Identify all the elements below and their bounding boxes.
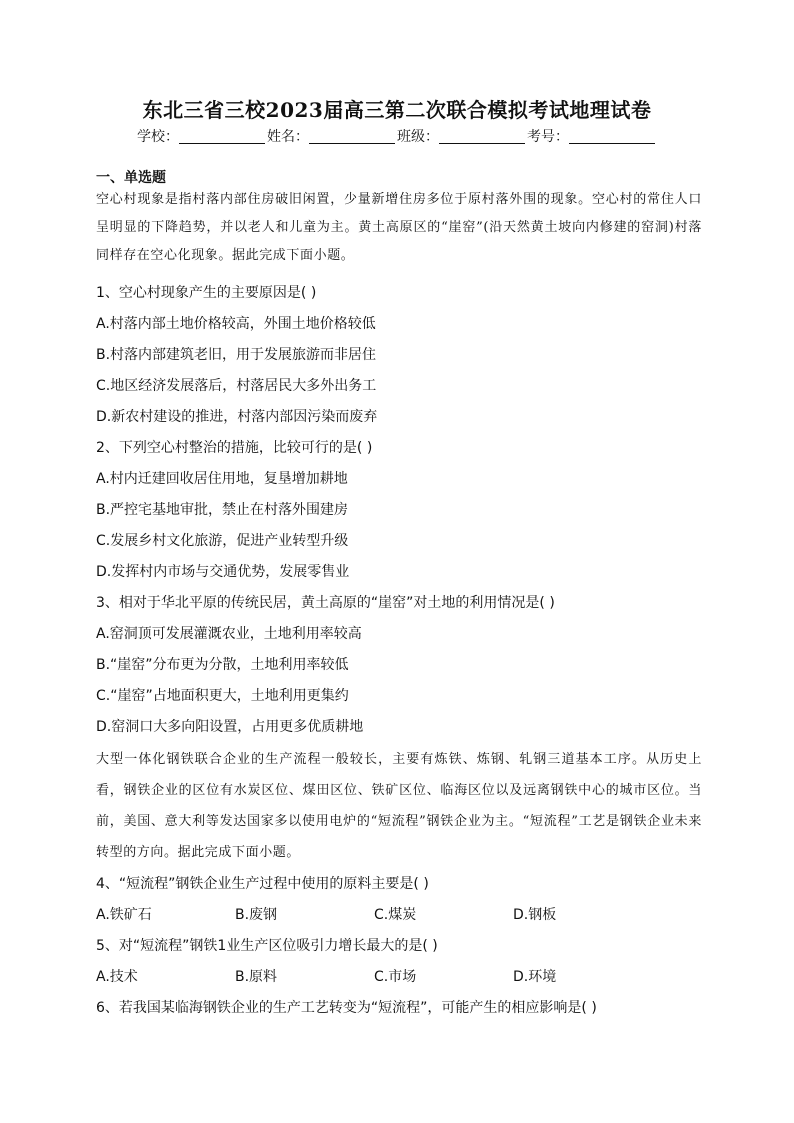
exam-number-label: 考号： xyxy=(527,129,569,145)
question-4-stem: 4、“短流程”钢铁企业生产过程中使用的原料主要是( ) xyxy=(96,876,429,892)
question-2-option-c[interactable]: C.发展乡村文化旅游，促进产业转型升级 xyxy=(96,533,349,549)
question-4-option-d[interactable]: D.钢板 xyxy=(513,907,557,923)
question-4-options xyxy=(96,904,652,924)
question-4-option-c[interactable]: C.煤炭 xyxy=(374,907,417,923)
question-1-option-a[interactable]: A.村落内部土地价格较高，外围土地价格较低 xyxy=(96,316,376,332)
question-3-option-a[interactable]: A.窑洞顶可发展灌溉农业，土地利用率较高 xyxy=(96,626,362,642)
school-label: 学校： xyxy=(137,129,179,145)
question-6-stem: 6、若我国某临海钢铁企业的生产工艺转变为“短流程”，可能产生的相应影响是( ) xyxy=(96,1000,597,1016)
name-label: 姓名： xyxy=(267,129,309,145)
section-title: 一、单选题 xyxy=(96,170,166,186)
reading-passage-2: 大型一体化钢铁联合企业的生产流程一般较长，主要有炼铁、炼钢、轧钢三道基本工序。从历史上看，钢铁企业的区位有水炭区位、煤田区位、铁矿区位、临海区位以及远离钢铁中心的城市区位。当前，美国、意大利等发达国家多以使用电炉的“短流程”钢铁企业为主。“短流程”工艺是钢铁企业未来转型的方向。据此完成下面小题。 xyxy=(96,752,702,860)
question-3-option-d[interactable]: D.窑洞口大多向阳设置，占用更多优质耕地 xyxy=(96,719,364,735)
question-5-stem: 5、对“短流程”钢铁1业生产区位吸引力增长最大的是( ) xyxy=(96,938,438,954)
student-info-row xyxy=(0,126,794,146)
question-1-stem: 1、空心村现象产生的主要原因是( ) xyxy=(96,285,317,301)
question-1-option-d[interactable]: D.新农村建设的推进，村落内部因污染而废弃 xyxy=(96,409,378,425)
class-label: 班级： xyxy=(397,129,439,145)
question-5-option-a[interactable]: A.技术 xyxy=(96,969,138,985)
question-2-option-a[interactable]: A.村内迁建回收居住用地，复垦增加耕地 xyxy=(96,471,348,487)
question-4-option-b[interactable]: B.废钢 xyxy=(235,907,278,923)
question-1-option-b[interactable]: B.村落内部建筑老旧，用于发展旅游而非居住 xyxy=(96,347,377,363)
exam-title: 东北三省三校2023届高三第二次联合模拟考试地理试卷 xyxy=(142,98,652,122)
question-5-option-d[interactable]: D.环境 xyxy=(513,969,557,985)
question-1-option-c[interactable]: C.地区经济发展落后，村落居民大多外出务工 xyxy=(96,378,377,394)
question-5-options xyxy=(96,966,652,986)
question-4-option-a[interactable]: A.铁矿石 xyxy=(96,907,152,923)
reading-passage-1: 空心村现象是指村落内部住房破旧闲置，少量新增住房多位于原村落外围的现象。空心村的常住人口呈明显的下降趋势，并以老人和儿童为主。黄土高原区的“崖窑”(沿天然黄土坡向内修建的窑洞)村落同样存在空心化现象。据此完成下面小题。 xyxy=(96,192,702,263)
name-blank[interactable] xyxy=(309,129,395,144)
school-blank[interactable] xyxy=(179,129,265,144)
question-2-option-d[interactable]: D.发挥村内市场与交通优势，发展零售业 xyxy=(96,564,350,580)
question-5-option-b[interactable]: B.原料 xyxy=(235,969,278,985)
question-2-stem: 2、下列空心村整治的措施，比较可行的是( ) xyxy=(96,440,373,456)
question-3-option-c[interactable]: C.“崖窑”占地面积更大，土地利用更集约 xyxy=(96,688,349,704)
question-2-option-b[interactable]: B.严控宅基地审批，禁止在村落外围建房 xyxy=(96,502,349,518)
exam-number-blank[interactable] xyxy=(569,129,655,144)
question-3-stem: 3、相对于华北平原的传统民居，黄土高原的“崖窑”对土地的利用情况是( ) xyxy=(96,595,555,611)
question-3-option-b[interactable]: B.“崖窑”分布更为分散，土地利用率较低 xyxy=(96,657,349,673)
question-5-option-c[interactable]: C.市场 xyxy=(374,969,417,985)
class-blank[interactable] xyxy=(439,129,525,144)
